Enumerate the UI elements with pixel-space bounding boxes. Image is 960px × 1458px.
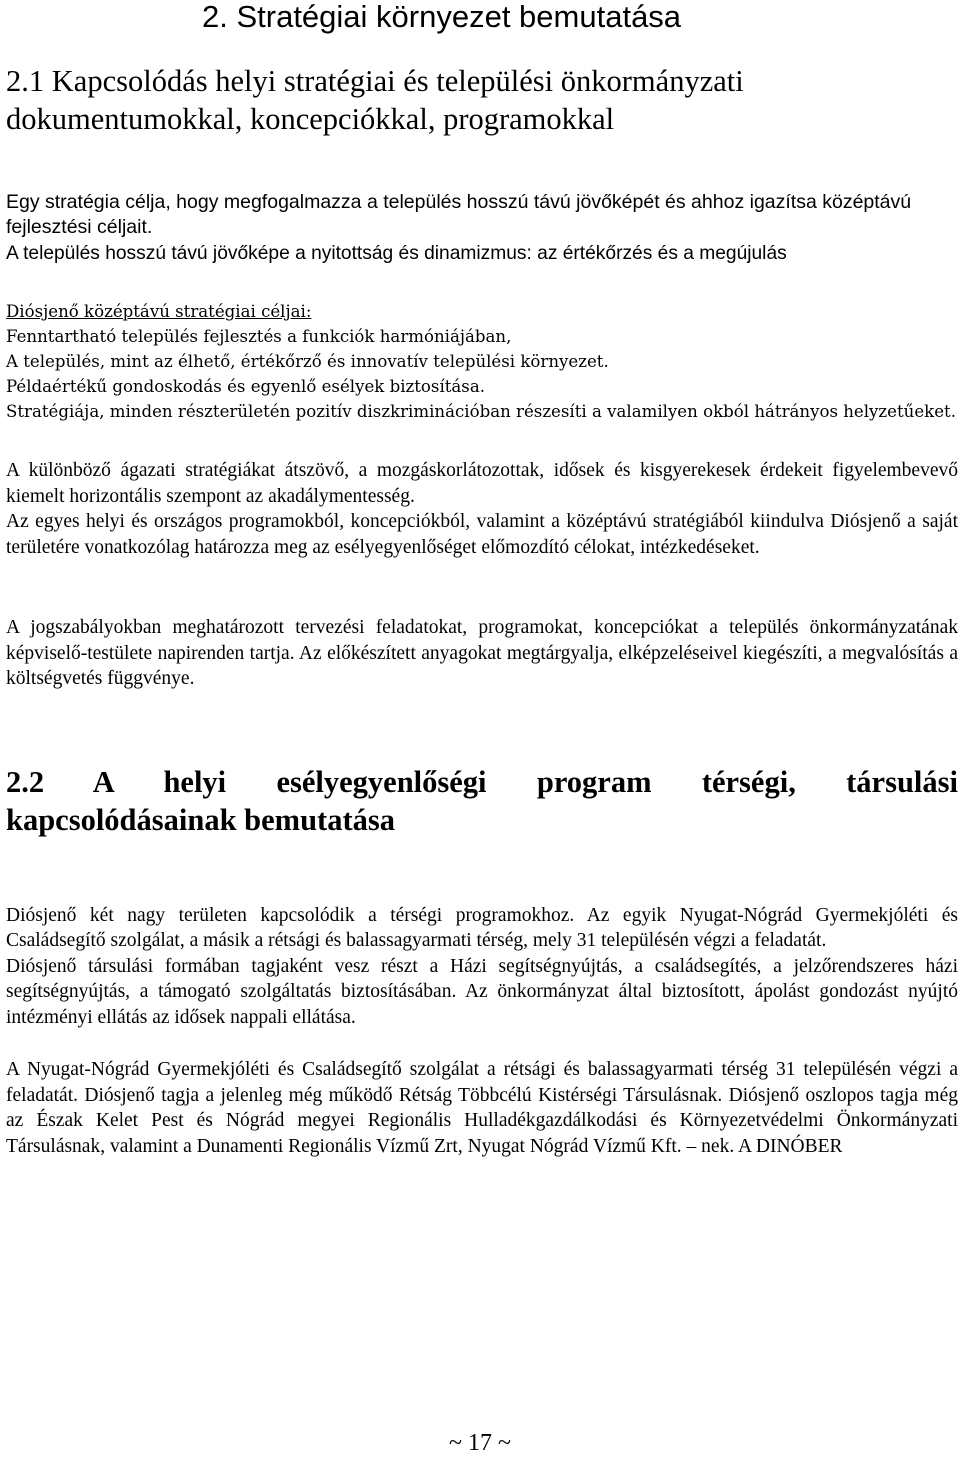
vision-paragraph: A település hosszú távú jövőképe a nyitottság és dinamizmus: az értékőrzés és a megújulás <box>6 243 787 264</box>
section-2-1-title: 2.1 Kapcsolódás helyi stratégiai és települési önkormányzati dokumentumokkal, koncepciókkal, programokkal <box>6 64 744 136</box>
strategic-goals-block <box>6 299 958 424</box>
strategy-intro-paragraph: Egy stratégia célja, hogy megfogalmazza a település hosszú távú jövőképét és ahhoz igazítsa középtávú fejlesztési céljait. <box>6 191 912 238</box>
section-2-2-title-line1: 2.2 A helyi esélyegyenlőségi program térségi, társulási <box>6 764 958 799</box>
section-2-2-title <box>6 763 958 839</box>
goal-item: Példaértékű gondoskodás és egyenlő esélyek biztosítása. <box>6 377 485 396</box>
section-2-2-title-line2: kapcsolódásainak bemutatása <box>6 802 395 837</box>
accessibility-paragraph: A különböző ágazati stratégiákat átszövő, a mozgáskorlátozottak, idősek és kisgyerekesek érdekeit figyelembevevő kiemelt horizontális szempont az akadálymentesség. <box>6 460 958 507</box>
goal-item: A település, mint az élhető, értékőrző és innovatív települési környezet. <box>6 352 609 371</box>
nyugat-nograd-paragraph: A Nyugat-Nógrád Gyermekjóléti és Családsegítő szolgálat a rétsági és balassagyarmati térség 31 településén végzi a feladatát. Diósjenő tagja a jelenleg még működő Rétság Többcélú Kistérségi Társulásnak. Diósjenő oszlopos tagja még az Észak Kelet Pest és Nógrád megyei Regionális Hulladékgazdálkodási és Környezetvédelmi Önkormányzati Társulásnak, valamint a Dunamenti Regionális Vízmű Zrt, Nyugat Nógrád Vízmű Kft. – nek. A DINÓBER <box>6 1059 958 1157</box>
document-page <box>6 0 958 1159</box>
chapter-title: 2. Stratégiai környezet bemutatása <box>202 0 682 34</box>
association-paragraph: Diósjenő társulási formában tagjaként vesz részt a Házi segítségnyújtás, a családsegítés, a jelzőrendszeres házi segítségnyújtás, a támogató szolgáltatás biztosításában. Az önkormányzat által biztosított, ápolást gondozást nyújtó intézményi ellátás az idősek nappali ellátása. <box>6 955 958 1028</box>
goals-title: Diósjenő középtávú stratégiai céljai: <box>6 302 312 321</box>
programs-paragraph: Az egyes helyi és országos programokból, koncepciókból, valamint a középtávú stratégiából kiindulva Diósjenő a saját területére vonatkozólag határozza meg az esélyegyenlőséget előmozdító célokat, intézkedéseket. <box>6 511 958 558</box>
regional-programs-paragraph: Diósjenő két nagy területen kapcsolódik a térségi programokhoz. Az egyik Nyugat-Nógrád Gyermekjóléti és Családsegítő szolgálat, a másik a rétsági és balassagyarmati térség, mely 31 településén végzi a feladatát. <box>6 904 958 951</box>
goal-item: Fenntartható település fejlesztés a funkciók harmóniájában, <box>6 327 512 346</box>
goal-item: Stratégiája, minden részterületén pozitív diszkriminációban részesíti a valamilyen okból hátrányos helyzetűeket. <box>6 402 956 421</box>
page-number: ~ 17 ~ <box>449 1430 511 1456</box>
legal-planning-paragraph: A jogszabályokban meghatározott tervezési feladatokat, programokat, koncepciókat a település önkormányzatának képviselő-testülete napirenden tartja. Az előkészített anyagokat megtárgyalja, elképzeléseivel kiegészíti, a megvalósítás a költségvetés függvénye. <box>6 617 958 689</box>
